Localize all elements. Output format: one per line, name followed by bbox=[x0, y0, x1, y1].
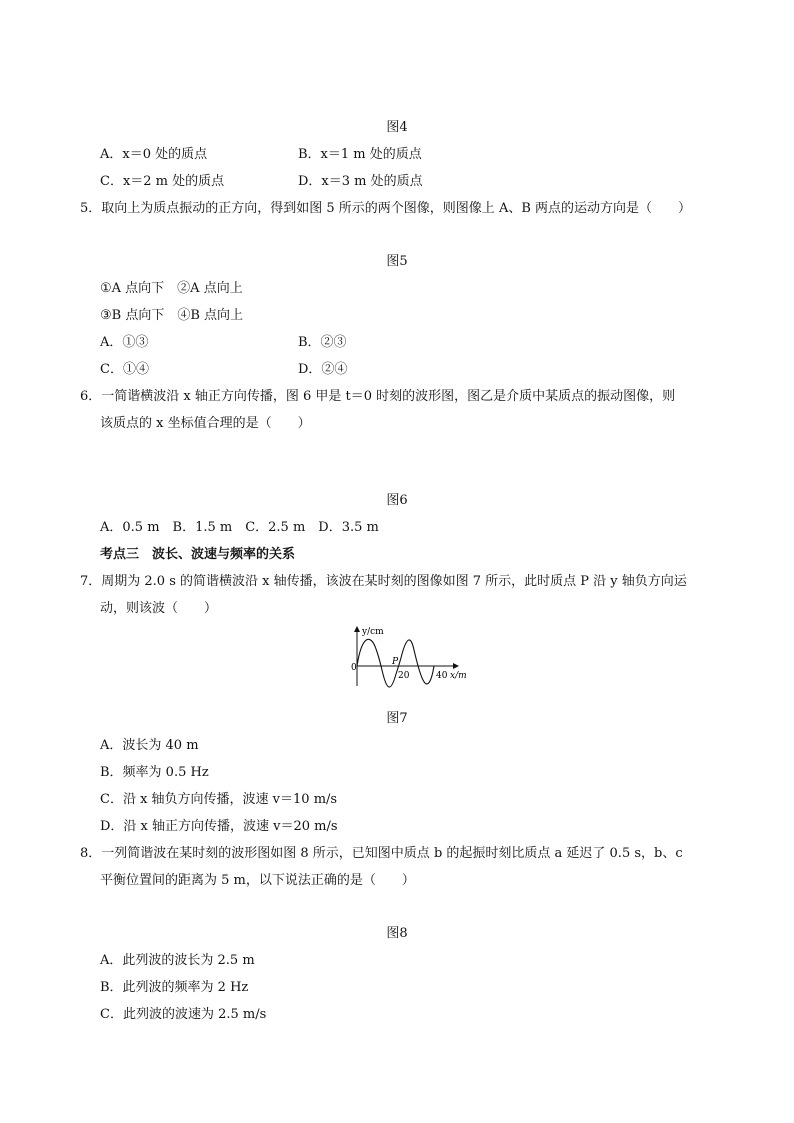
q6-stem-line1: 6．一简谐横波沿 x 轴正方向传播，图 6 甲是 t＝0 时刻的波形图，图乙是介质中某质点的振动图像，则 bbox=[80, 389, 676, 404]
q7-option-a[interactable]: A．波长为 40 m bbox=[100, 738, 199, 753]
section-title: 考点三 波长、波速与频率的关系 bbox=[100, 547, 296, 562]
figure-7-caption: 图7 bbox=[386, 711, 408, 726]
tick-20-label: 20 bbox=[398, 671, 410, 681]
origin-label: 0 bbox=[351, 663, 357, 673]
q5-stem: 5．取向上为质点振动的正方向，得到如图 5 所示的两个图像，则图像上 A、B 两点的运动方向是（ ） bbox=[80, 201, 692, 216]
q8-option-c[interactable]: C．此列波的波速为 2.5 m/s bbox=[100, 1007, 267, 1022]
x-axis-label: x/m bbox=[450, 671, 467, 681]
q4-option-b[interactable]: B．x＝1 m 处的质点 bbox=[298, 147, 422, 162]
q8-stem-line2: 平衡位置间的距离为 5 m，以下说法正确的是（ ） bbox=[100, 873, 415, 888]
q5-statements-b: ③B 点向下 ④B 点向上 bbox=[100, 308, 244, 323]
figure-8-caption: 图8 bbox=[386, 926, 408, 941]
q5-option-b[interactable]: B．②③ bbox=[298, 335, 347, 350]
q5-statements-a: ①A 点向下 ②A 点向上 bbox=[100, 281, 243, 296]
q8-option-b[interactable]: B．此列波的频率为 2 Hz bbox=[100, 980, 249, 995]
point-p-label: P bbox=[392, 657, 399, 667]
q5-option-c[interactable]: C．①④ bbox=[100, 362, 149, 377]
q4-option-a[interactable]: A．x＝0 处的质点 bbox=[100, 147, 208, 162]
y-axis-label: y/cm bbox=[362, 627, 384, 637]
q6-options[interactable]: A．0.5 m B．1.5 m C．2.5 m D．3.5 m bbox=[100, 520, 379, 535]
q7-stem-line1: 7．周期为 2.0 s 的简谐横波沿 x 轴传播，该波在某时刻的图像如图 7 所示，此时质点 P 沿 y 轴负方向运 bbox=[80, 574, 687, 589]
q8-stem-line1: 8．一列简谐波在某时刻的波形图如图 8 所示，已知图中质点 b 的起振时刻比质点 a 延迟了 0.5 s，b、c bbox=[80, 846, 683, 861]
q4-option-c[interactable]: C．x＝2 m 处的质点 bbox=[100, 174, 225, 189]
q7-option-b[interactable]: B．频率为 0.5 Hz bbox=[100, 765, 209, 780]
q7-stem-line2: 动，则该波（ ） bbox=[100, 601, 218, 616]
q6-stem-line2: 该质点的 x 坐标值合理的是（ ） bbox=[100, 416, 311, 431]
q4-option-d[interactable]: D．x＝3 m 处的质点 bbox=[298, 174, 423, 189]
q5-option-d[interactable]: D．②④ bbox=[298, 362, 348, 377]
figure-5-caption: 图5 bbox=[386, 254, 408, 269]
q7-option-c[interactable]: C．沿 x 轴负方向传播，波速 v＝10 m/s bbox=[100, 792, 338, 807]
q7-option-d[interactable]: D．沿 x 轴正方向传播，波速 v＝20 m/s bbox=[100, 819, 338, 834]
q8-option-a[interactable]: A．此列波的波长为 2.5 m bbox=[100, 953, 255, 968]
figure-7-wave-graph bbox=[340, 624, 480, 692]
tick-40-label: 40 bbox=[436, 671, 448, 681]
figure-4-caption: 图4 bbox=[386, 120, 408, 135]
q5-option-a[interactable]: A．①③ bbox=[100, 335, 149, 350]
figure-6-caption: 图6 bbox=[386, 493, 408, 508]
